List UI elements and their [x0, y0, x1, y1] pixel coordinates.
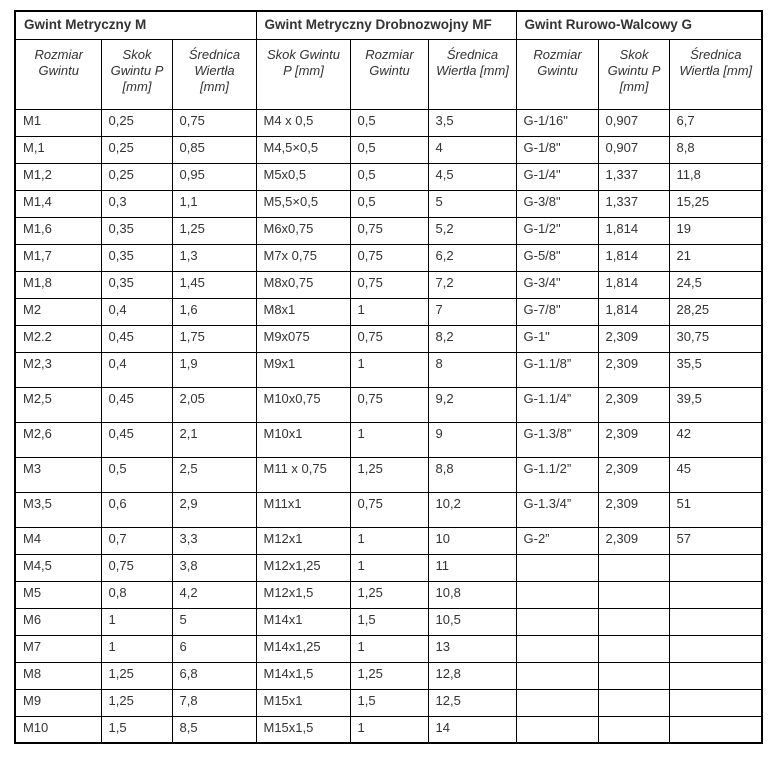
table-cell: M5x0,5: [256, 163, 350, 190]
table-cell: M9x075: [256, 325, 350, 352]
table-cell: G-1": [516, 325, 598, 352]
table-cell: 19: [669, 217, 762, 244]
table-cell: M1,2: [15, 163, 101, 190]
table-cell: 1,814: [598, 271, 669, 298]
table-cell: [516, 581, 598, 608]
table-cell: 7,8: [172, 689, 256, 716]
table-cell: 6,2: [428, 244, 516, 271]
table-cell: M1,7: [15, 244, 101, 271]
table-cell: 0,85: [172, 136, 256, 163]
table-cell: M4 x 0,5: [256, 109, 350, 136]
table-cell: 4,2: [172, 581, 256, 608]
table-cell: G-3/8": [516, 190, 598, 217]
table-cell: 0,907: [598, 136, 669, 163]
table-cell: 0,45: [101, 387, 172, 422]
column-header: Rozmiar Gwintu: [15, 39, 101, 109]
table-cell: [669, 635, 762, 662]
table-cell: 57: [669, 527, 762, 554]
table-cell: 2,9: [172, 492, 256, 527]
table-cell: M6x0,75: [256, 217, 350, 244]
table-cell: M12x1,25: [256, 554, 350, 581]
table-cell: 0,75: [172, 109, 256, 136]
table-row: [15, 422, 762, 457]
table-cell: [669, 689, 762, 716]
table-cell: M7x 0,75: [256, 244, 350, 271]
table-cell: M11x1: [256, 492, 350, 527]
table-cell: 1,25: [350, 581, 428, 608]
table-row: [15, 163, 762, 190]
table-cell: M1,6: [15, 217, 101, 244]
table-cell: M6: [15, 608, 101, 635]
table-cell: M10: [15, 716, 101, 743]
table-body: [15, 11, 762, 743]
table-cell: 28,25: [669, 298, 762, 325]
table-cell: M8x1: [256, 298, 350, 325]
table-cell: 1,25: [101, 662, 172, 689]
table-cell: [598, 608, 669, 635]
table-cell: 1: [350, 422, 428, 457]
table-cell: M2,3: [15, 352, 101, 387]
table-cell: [598, 662, 669, 689]
table-row: [15, 689, 762, 716]
table-cell: M,1: [15, 136, 101, 163]
column-header: Rozmiar Gwintu: [516, 39, 598, 109]
table-row: [15, 527, 762, 554]
table-cell: 8,2: [428, 325, 516, 352]
table-cell: G-5/8": [516, 244, 598, 271]
table-cell: 1,9: [172, 352, 256, 387]
table-row: [15, 387, 762, 422]
column-header: Skok Gwintu P [mm]: [101, 39, 172, 109]
table-row: [15, 271, 762, 298]
table-cell: 2,5: [172, 457, 256, 492]
table-row: [15, 325, 762, 352]
table-cell: 4,5: [428, 163, 516, 190]
table-cell: [669, 581, 762, 608]
table-cell: M9x1: [256, 352, 350, 387]
table-cell: 35,5: [669, 352, 762, 387]
table-cell: 0,907: [598, 109, 669, 136]
table-cell: M3: [15, 457, 101, 492]
table-cell: M15x1: [256, 689, 350, 716]
table-cell: 2,309: [598, 527, 669, 554]
table-cell: 8: [428, 352, 516, 387]
table-cell: M7: [15, 635, 101, 662]
table-cell: 1,3: [172, 244, 256, 271]
table-cell: [669, 716, 762, 743]
table-cell: 24,5: [669, 271, 762, 298]
table-cell: 1: [350, 716, 428, 743]
table-cell: 2,309: [598, 352, 669, 387]
table-cell: 6,8: [172, 662, 256, 689]
table-cell: 2,309: [598, 492, 669, 527]
table-cell: [669, 662, 762, 689]
table-cell: M12x1,5: [256, 581, 350, 608]
table-cell: G-1.3/4”: [516, 492, 598, 527]
table-cell: 2,309: [598, 457, 669, 492]
table-cell: M11 x 0,75: [256, 457, 350, 492]
table-row: [15, 190, 762, 217]
table-cell: M2: [15, 298, 101, 325]
column-header: Średnica Wiertła [mm]: [669, 39, 762, 109]
table-cell: M5: [15, 581, 101, 608]
table-cell: 0,75: [350, 244, 428, 271]
table-row: [15, 244, 762, 271]
column-header: Rozmiar Gwintu: [350, 39, 428, 109]
table-cell: 11,8: [669, 163, 762, 190]
table-cell: 1: [350, 635, 428, 662]
table-cell: G-2”: [516, 527, 598, 554]
table-cell: 39,5: [669, 387, 762, 422]
table-cell: 1: [101, 635, 172, 662]
table-row: [15, 716, 762, 743]
table-cell: 0,5: [101, 457, 172, 492]
table-cell: 1,25: [172, 217, 256, 244]
table-cell: 0,45: [101, 422, 172, 457]
table-cell: M8: [15, 662, 101, 689]
table-cell: 9: [428, 422, 516, 457]
table-cell: 1,25: [350, 662, 428, 689]
table-cell: 0,5: [350, 136, 428, 163]
table-row: [15, 217, 762, 244]
table-cell: 0,5: [350, 109, 428, 136]
table-cell: M4,5: [15, 554, 101, 581]
table-cell: M5,5×0,5: [256, 190, 350, 217]
table-cell: [516, 554, 598, 581]
table-cell: 0,25: [101, 163, 172, 190]
table-cell: 2,309: [598, 422, 669, 457]
table-cell: 42: [669, 422, 762, 457]
table-cell: 8,8: [428, 457, 516, 492]
table-cell: [598, 689, 669, 716]
table-cell: M1,8: [15, 271, 101, 298]
table-cell: M14x1,25: [256, 635, 350, 662]
table-cell: 0,5: [350, 163, 428, 190]
table-cell: 0,75: [350, 325, 428, 352]
table-cell: 1,45: [172, 271, 256, 298]
table-cell: G-1.1/4”: [516, 387, 598, 422]
table-cell: 1,75: [172, 325, 256, 352]
table-cell: M12x1: [256, 527, 350, 554]
table-cell: 0,45: [101, 325, 172, 352]
table-cell: M3,5: [15, 492, 101, 527]
table-cell: M10x0,75: [256, 387, 350, 422]
table-cell: 15,25: [669, 190, 762, 217]
table-cell: 1,814: [598, 298, 669, 325]
table-cell: [598, 716, 669, 743]
table-cell: 10,8: [428, 581, 516, 608]
table-cell: 0,35: [101, 217, 172, 244]
table-cell: 21: [669, 244, 762, 271]
table-cell: 2,309: [598, 325, 669, 352]
column-header: Skok Gwintu P [mm]: [256, 39, 350, 109]
table-cell: G-1.1/2”: [516, 457, 598, 492]
table-cell: 10,5: [428, 608, 516, 635]
table-cell: 12,8: [428, 662, 516, 689]
table-cell: 1: [350, 352, 428, 387]
table-cell: G-1/8": [516, 136, 598, 163]
table-cell: G-1/2": [516, 217, 598, 244]
table-cell: M15x1,5: [256, 716, 350, 743]
table-cell: 8,5: [172, 716, 256, 743]
table-cell: 7,2: [428, 271, 516, 298]
table-cell: 5: [172, 608, 256, 635]
table-cell: 0,75: [350, 217, 428, 244]
table-cell: 2,05: [172, 387, 256, 422]
table-cell: 0,75: [350, 271, 428, 298]
table-cell: 4: [428, 136, 516, 163]
table-cell: 51: [669, 492, 762, 527]
table-cell: 0,4: [101, 298, 172, 325]
table-cell: 10,2: [428, 492, 516, 527]
table-cell: 6: [172, 635, 256, 662]
table-cell: 0,3: [101, 190, 172, 217]
table-row: [15, 298, 762, 325]
table-row: [15, 352, 762, 387]
column-header: Średnica Wiertła [mm]: [172, 39, 256, 109]
table-cell: 3,5: [428, 109, 516, 136]
section-title: Gwint Metryczny Drobnozwojny MF: [256, 11, 516, 39]
section-title: Gwint Rurowo-Walcowy G: [516, 11, 762, 39]
table-cell: 2,1: [172, 422, 256, 457]
table-cell: 1,25: [101, 689, 172, 716]
thread-size-table-wrap: [14, 10, 763, 744]
table-cell: 1,25: [350, 457, 428, 492]
section-title: Gwint Metryczny M: [15, 11, 256, 39]
table-cell: 11: [428, 554, 516, 581]
table-cell: G-1.3/8”: [516, 422, 598, 457]
table-cell: M1: [15, 109, 101, 136]
table-cell: [598, 581, 669, 608]
table-cell: 5,2: [428, 217, 516, 244]
table-cell: 9,2: [428, 387, 516, 422]
table-cell: 1: [350, 527, 428, 554]
table-cell: [516, 635, 598, 662]
table-cell: 1,814: [598, 244, 669, 271]
table-cell: 12,5: [428, 689, 516, 716]
table-cell: 1,6: [172, 298, 256, 325]
table-cell: 0,6: [101, 492, 172, 527]
table-cell: M14x1,5: [256, 662, 350, 689]
table-cell: M10x1: [256, 422, 350, 457]
table-cell: G-7/8": [516, 298, 598, 325]
table-cell: [516, 662, 598, 689]
table-cell: [669, 608, 762, 635]
table-cell: 1,5: [350, 608, 428, 635]
table-cell: 1,337: [598, 163, 669, 190]
table-row: [15, 662, 762, 689]
table-row: [15, 581, 762, 608]
table-cell: 14: [428, 716, 516, 743]
table-cell: M4,5×0,5: [256, 136, 350, 163]
table-cell: M2.2: [15, 325, 101, 352]
table-cell: 0,5: [350, 190, 428, 217]
table-cell: 0,35: [101, 271, 172, 298]
table-row: [15, 136, 762, 163]
column-header: Skok Gwintu P [mm]: [598, 39, 669, 109]
table-cell: G-1.1/8”: [516, 352, 598, 387]
table-cell: 45: [669, 457, 762, 492]
table-cell: 0,35: [101, 244, 172, 271]
table-cell: M4: [15, 527, 101, 554]
table-cell: 1,814: [598, 217, 669, 244]
table-cell: 0,25: [101, 136, 172, 163]
table-cell: 1,5: [101, 716, 172, 743]
table-cell: 3,3: [172, 527, 256, 554]
column-header-row: [15, 39, 762, 109]
column-header: Średnica Wiertła [mm]: [428, 39, 516, 109]
table-cell: 0,75: [101, 554, 172, 581]
table-cell: 2,309: [598, 387, 669, 422]
thread-size-table: [14, 10, 763, 744]
table-cell: [516, 716, 598, 743]
table-cell: 13: [428, 635, 516, 662]
table-cell: [669, 554, 762, 581]
table-cell: 1: [350, 298, 428, 325]
table-cell: M8x0,75: [256, 271, 350, 298]
table-cell: G-1/4": [516, 163, 598, 190]
table-cell: 6,7: [669, 109, 762, 136]
table-cell: 0,75: [350, 492, 428, 527]
table-row: [15, 492, 762, 527]
table-cell: 30,75: [669, 325, 762, 352]
table-cell: M2,5: [15, 387, 101, 422]
table-cell: 1,337: [598, 190, 669, 217]
table-cell: [516, 608, 598, 635]
table-cell: 0,25: [101, 109, 172, 136]
table-cell: 5: [428, 190, 516, 217]
table-row: [15, 457, 762, 492]
table-cell: 7: [428, 298, 516, 325]
table-cell: [516, 689, 598, 716]
table-row: [15, 109, 762, 136]
table-row: [15, 554, 762, 581]
table-cell: 1,5: [350, 689, 428, 716]
table-cell: 0,75: [350, 387, 428, 422]
table-cell: 0,4: [101, 352, 172, 387]
table-cell: 0,7: [101, 527, 172, 554]
table-cell: M1,4: [15, 190, 101, 217]
table-row: [15, 608, 762, 635]
table-cell: 1: [101, 608, 172, 635]
table-cell: G-3/4": [516, 271, 598, 298]
table-cell: M9: [15, 689, 101, 716]
table-cell: 3,8: [172, 554, 256, 581]
table-cell: 0,8: [101, 581, 172, 608]
table-cell: M14x1: [256, 608, 350, 635]
section-title-row: [15, 11, 762, 39]
table-cell: [598, 554, 669, 581]
table-cell: M2,6: [15, 422, 101, 457]
table-cell: [598, 635, 669, 662]
table-row: [15, 635, 762, 662]
table-cell: 0,95: [172, 163, 256, 190]
table-cell: 1: [350, 554, 428, 581]
table-cell: 8,8: [669, 136, 762, 163]
table-cell: 10: [428, 527, 516, 554]
table-cell: G-1/16": [516, 109, 598, 136]
table-cell: 1,1: [172, 190, 256, 217]
